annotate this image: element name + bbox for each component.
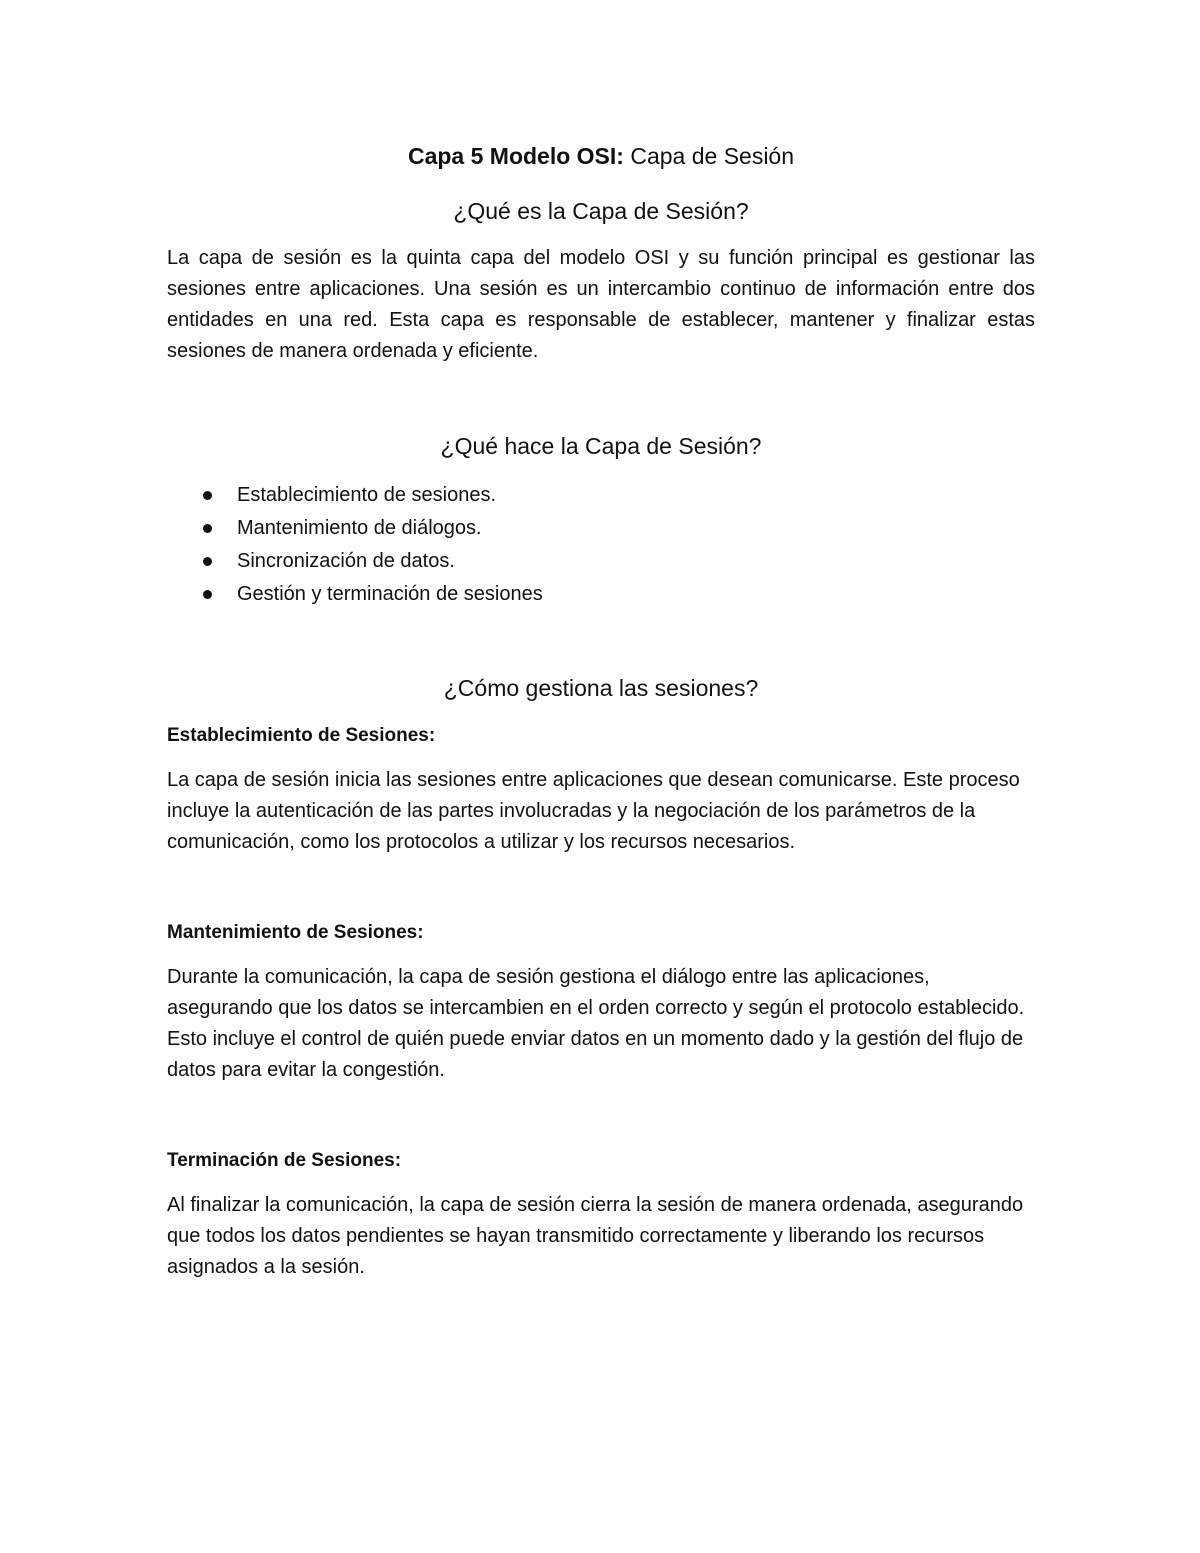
title-rest: Capa de Sesión [623,143,795,169]
bullet-icon [203,491,212,500]
subsection-title-terminacion: Terminación de Sesiones: [167,1150,402,1171]
bullet-icon [203,524,212,533]
list-item [167,479,1035,512]
subsection-body-mantenimiento: Durante la comunicación, la capa de sesión gestiona el diálogo entre las aplicaciones, asegurando que los datos se intercambien en el orden correcto y según el protocolo establecido. Esto incluye el control de quién puede enviar datos en un momento dado y la gestión del flujo de datos para evitar la congestión. [167,966,1025,1081]
list-item [167,578,1035,611]
subsection-body-terminacion: Al finalizar la comunicación, la capa de sesión cierra la sesión de manera ordenada, asegurando que todos los datos pendientes se hayan transmitido correctamente y liberando los recursos asignados a la sesión. [167,1194,1024,1278]
section-heading-como-gestiona: ¿Cómo gestiona las sesiones? [443,675,759,701]
document-title [167,138,1035,174]
section-body-que-es: La capa de sesión es la quinta capa del modelo OSI y su función principal es gestionar las sesiones entre aplicaciones. Una sesión es un intercambio continuo de información entre dos entidades en una red. Esta capa es responsable de establecer, mantener y finalizar estas sesiones de manera ordenada y eficiente. [167,247,1035,362]
subsection-title-establecimiento: Establecimiento de Sesiones: [167,725,436,746]
functions-list [167,479,1035,611]
section-heading-que-es: ¿Qué es la Capa de Sesión? [453,198,749,224]
bullet-icon [203,557,212,566]
bullet-icon [203,590,212,599]
list-item [167,545,1035,578]
subsection-title-mantenimiento: Mantenimiento de Sesiones: [167,922,424,943]
list-item-text: Gestión y terminación de sesiones [237,583,543,605]
list-item-text: Establecimiento de sesiones. [237,484,497,506]
document-content [167,138,1035,1283]
subsection-body-establecimiento: La capa de sesión inicia las sesiones entre aplicaciones que desean comunicarse. Este proceso incluye la autenticación de las partes involucradas y la negociación de los parámetros de la comunicación, como los protocolos a utilizar y los recursos necesarios. [167,769,1020,853]
section-heading-que-hace: ¿Qué hace la Capa de Sesión? [440,433,762,459]
list-item-text: Mantenimiento de diálogos. [237,517,482,539]
list-item-text: Sincronización de datos. [237,550,455,572]
list-item [167,512,1035,545]
title-bold: Capa 5 Modelo OSI: [407,143,624,169]
